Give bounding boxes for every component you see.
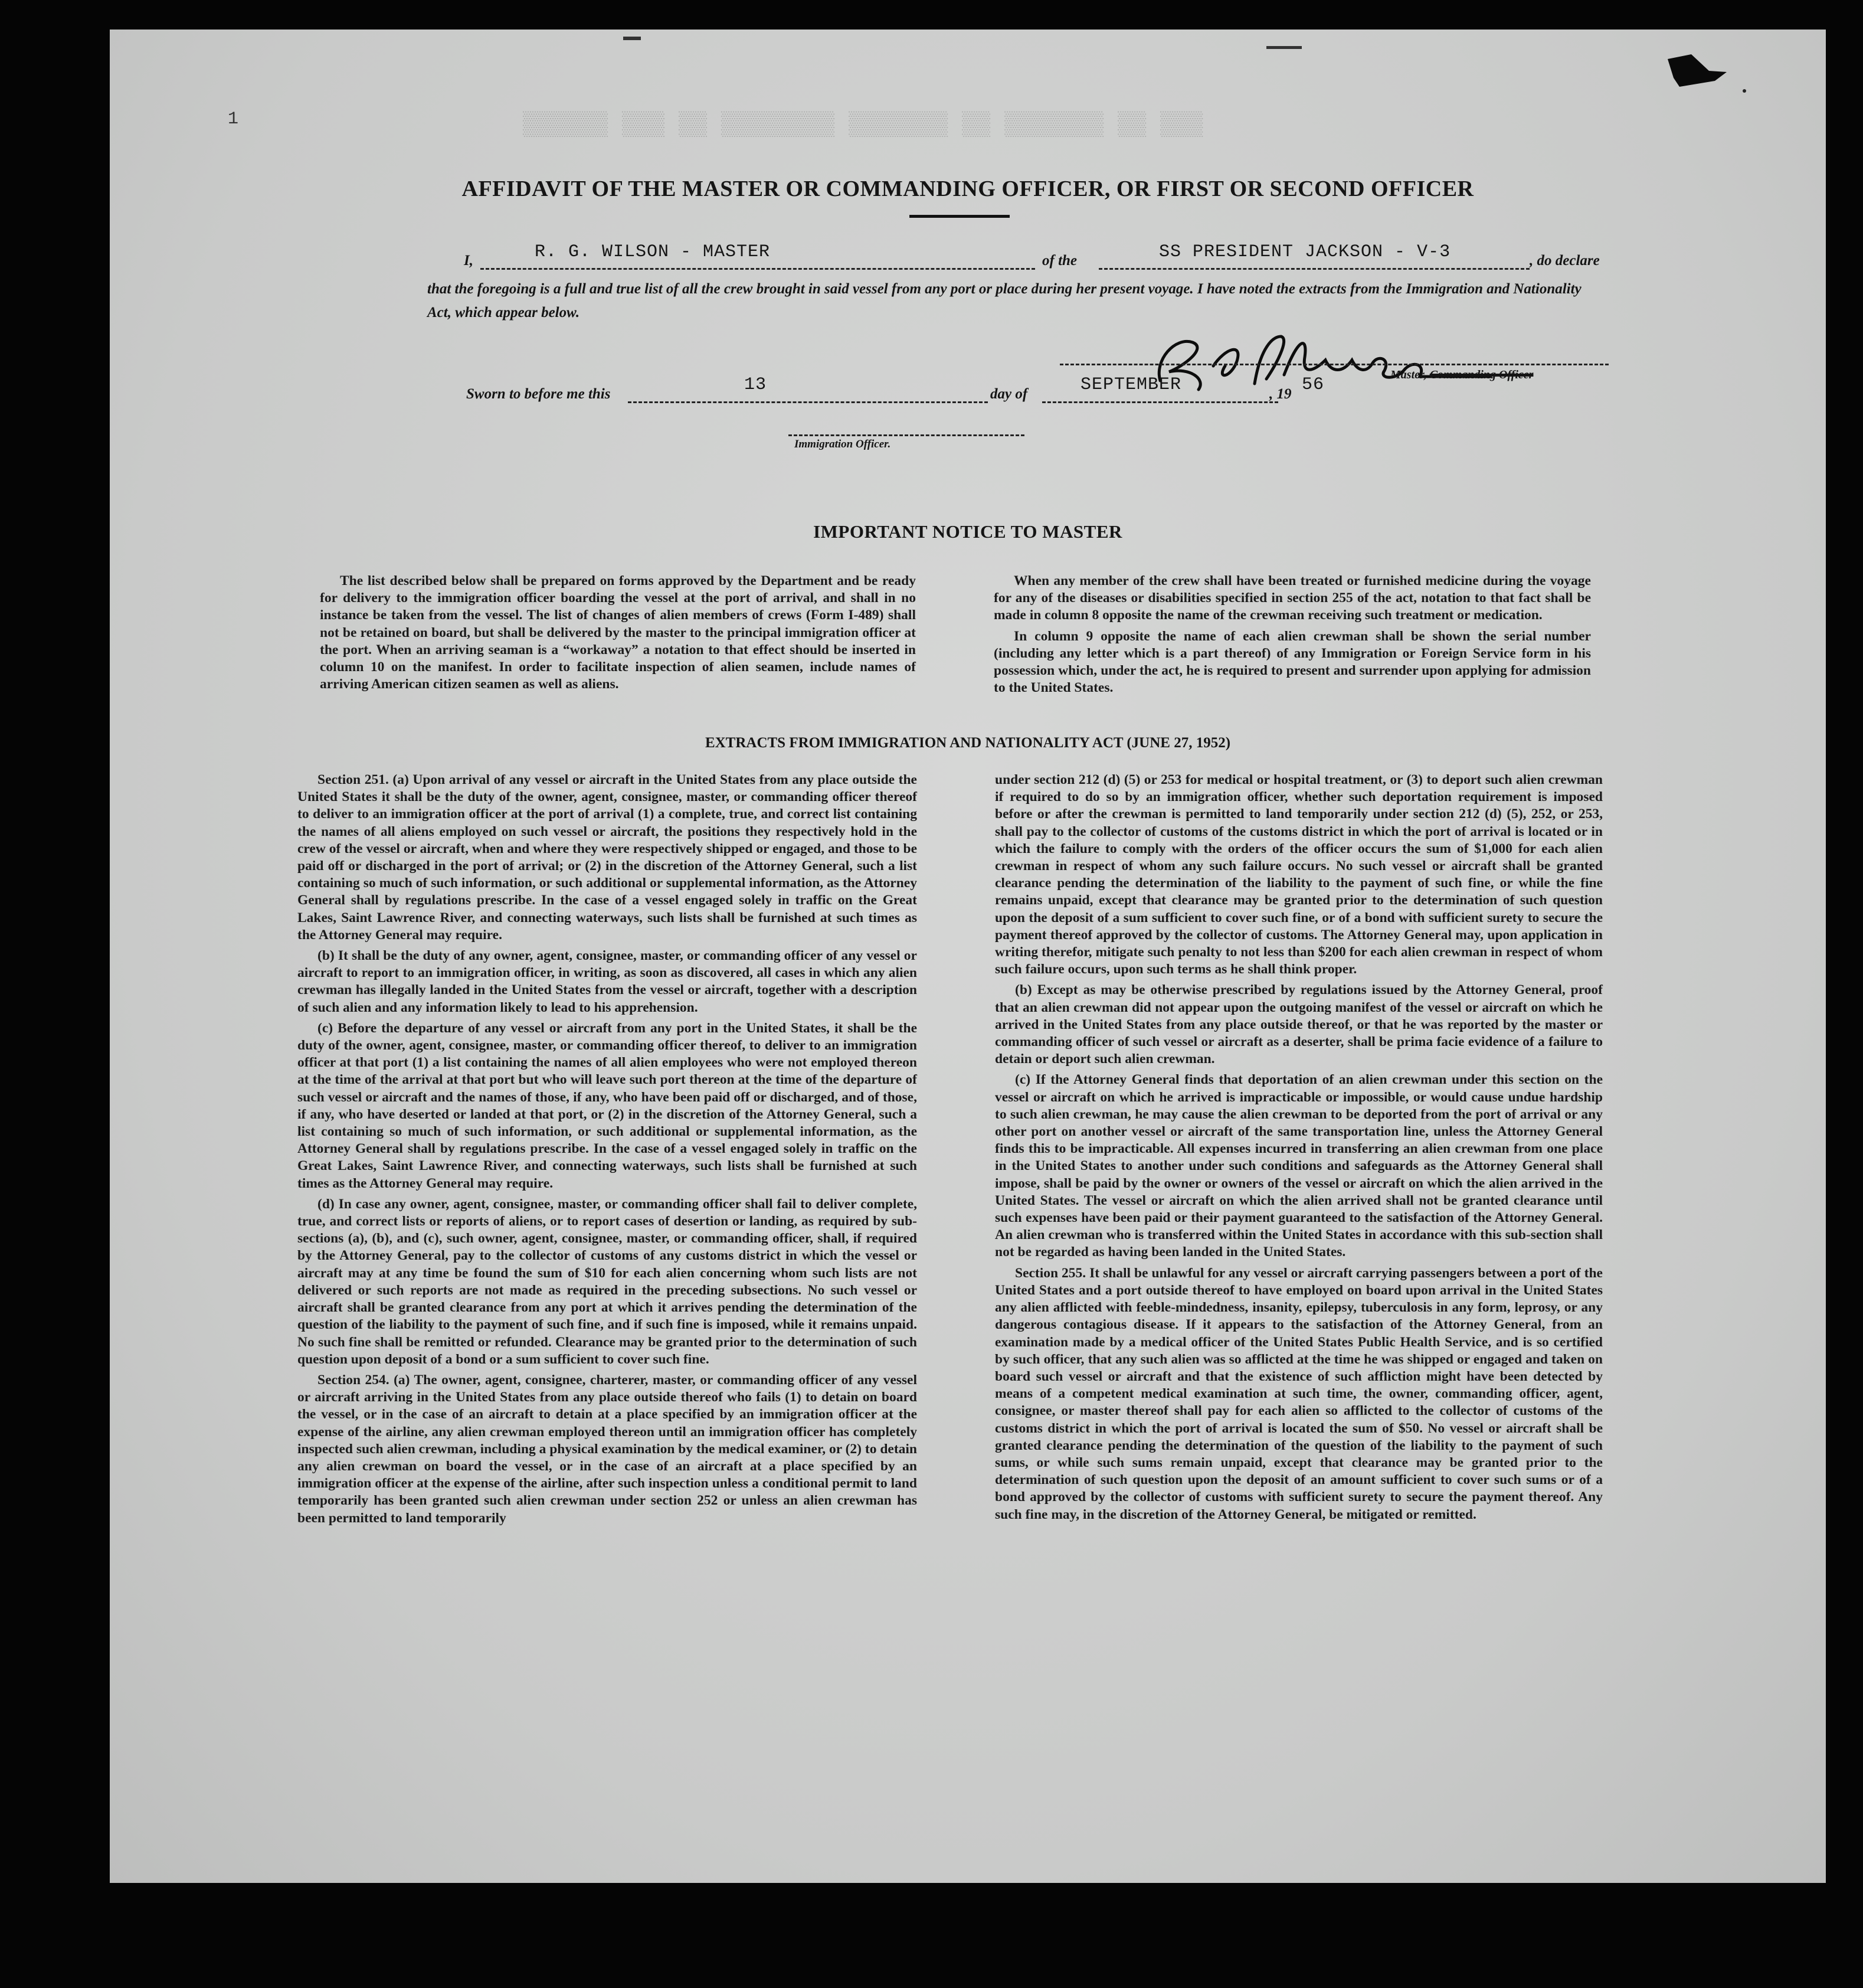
sworn-month-value: SEPTEMBER xyxy=(1081,375,1182,395)
sworn-month-line xyxy=(1042,401,1278,403)
vessel-line xyxy=(1099,268,1530,270)
extract-paragraph: (c) If the Attorney General finds that deportation of an alien crewman under this section on the vessel or aircraft on which he arrived is impracticable or impossible, or would cause undue hardship to such alien crewman, he may cause the alien crewman to be deported from the port of arrival or any other port on another vessel or aircraft of the same transportation line, unless the Attorney General finds this to be impracticable. All expenses incurred in transferring an alien crewman from one place in the United States to another under such conditions and safeguards as the Attorney General shall impose, shall be paid by the owner or owners of the vessel or aircraft on which the alien arrived in the United States. The vessel or aircraft on which the alien arrived shall not be granted clearance until such expenses have been paid or their payment guaranteed to the satisfaction of the Attorney General. An alien crewman who is transferred within the United States in accordance with this sub-section shall not be regarded as having been landed in the United States. xyxy=(995,1072,1603,1260)
declaration-text: that the foregoing is a full and true list of all the crew brought in said vessel from any port or place during her present voyage. I have noted the extracts from the Immigration and Nationality Act, which appear below. xyxy=(427,281,1582,321)
notice-paragraph: When any member of the crew shall have been treated or furnished medicine during the voyage for any of the diseases or disabilities specified in section 255 of the act, notation to that fact shall be made in column 8 opposite the name of the crewman receiving such treatment or medication. xyxy=(994,573,1591,623)
master-role-label xyxy=(1390,368,1533,382)
bleed-through-header: ▒▒▒ ▒▒ ▒▒▒▒▒▒▒ ▒▒ ▒▒▒▒▒▒▒ ▒▒▒▒▒▒▒▒ ▒▒ ▒▒▒ ▒▒▒▒▒▒ xyxy=(523,112,1203,139)
affidavit-title: AFFIDAVIT OF THE MASTER OR COMMANDING OFFICER, OR FIRST OR SECOND OFFICER xyxy=(461,176,1474,201)
notice-paragraph: In column 9 opposite the name of each alien crewman shall be shown the serial number (including any letter which is a part thereof) of any Immigration or Foreign Service form in his possession which, under the act, he is required to present and surrender upon applying for admission to the United States. xyxy=(994,628,1591,696)
signature-line xyxy=(1060,364,1609,365)
sworn-label: Sworn to before me this xyxy=(466,386,611,402)
immigration-officer-label: Immigration Officer. xyxy=(794,438,891,450)
i-label: I, xyxy=(464,253,473,269)
page-number: 1 xyxy=(228,109,239,129)
notice-left-column xyxy=(320,573,916,697)
extract-paragraph: under section 212 (d) (5) or 253 for medical or hospital treatment, or (3) to deport such alien crewman if required to do so by an immigration officer, whether such deportation requirement is imposed before or after the crewman is permitted to land temporarily under section 212 (d) (5), 252, or 253, shall pay to the collector of customs of the customs district in which the port of arrival is located or in which the failure to comply with the orders of the officer occurs the sum of $1,000 for each alien crewman in respect of whom any such failure occurs. No such vessel or aircraft shall be granted clearance pending the determination of the liability to the payment of such fine, or while the fine remains unpaid, except that clearance may be granted prior to the determination of such question upon the deposit of a sum sufficient to cover such fine, or of a bond with sufficient surety to secure the payment thereof approved by the collector of customs. The Attorney General may, upon application in writing therefor, mitigate such penalty to not less than $200 for each alien crewman in respect of whom such failure occurs, upon such terms as he shall think proper. xyxy=(995,772,1603,977)
of-the-label: of the xyxy=(1042,253,1078,269)
extract-paragraph: Section 255. It shall be unlawful for any vessel or aircraft carrying passengers between a port of the United States and a port outside thereof to have employed on board upon arrival in the United States any alien afflicted with feeble-mindedness, insanity, epilepsy, tuberculosis in any form, leprosy, or any dangerous contagious disease. If it appears to the satisfaction of the Attorney General, from an examination made by a medical officer of the United States Public Health Service, and is so certified by such officer, that any such alien was so afflicted at the time he was shipped or engaged and taken on board such vessel or aircraft and that the existence of such affliction might have been detected by means of a competent medical examination at such time, the owner, commanding officer, agent, consignee, or master thereof shall pay for each alien so afflicted to the collector of customs of the customs district in which the port of arrival is located the sum of $50. No vessel or aircraft shall be granted clearance pending the determination of the question of the liability to the payment of such sums, or while such sums remain unpaid, except that clearance may be granted prior to the determination of such question upon the deposit of an amount sufficient to cover such sums or of a bond approved by the collector of customs with sufficient surety to secure the payment thereof. Any such fine may, in the discretion of the Attorney General, be mitigated or remitted. xyxy=(995,1265,1603,1522)
sworn-day-value: 13 xyxy=(744,375,767,395)
notice-right-column xyxy=(994,573,1591,700)
year-prefix-label: , 19 xyxy=(1269,386,1292,402)
do-declare-label: , do declare xyxy=(1530,253,1600,269)
extract-paragraph: Section 254. (a) The owner, agent, consignee, charterer, master, or commanding officer of any vessel or aircraft arriving in the United States from any place outside thereof who fails (1) to detain on board the vessel, or in the case of an aircraft to detain at a place specified by an immigration officer at the expense of the airline, any alien crewman employed thereon until an immigration officer has completely inspected such alien crewman, including a physical examination by the medical examiner, or (2) to detain any alien crewman on board the vessel, or in the case of an aircraft at a place specified by an immigration officer at the expense of the airline, after such inspection unless a conditional permit to land temporarily has been granted such alien crewman under section 252 or unless an alien crewman has been permitted to land temporarily xyxy=(297,1372,917,1526)
extract-paragraph: (b) It shall be the duty of any owner, agent, consignee, master, or commanding officer of any vessel or aircraft to report to an immigration officer, in writing, as soon as discovered, all cases in which any alien crewman has illegally landed in the United States from the vessel or aircraft, together with a description of such alien and any information likely to lead to his apprehension. xyxy=(297,948,917,1015)
top-mark-right xyxy=(1266,46,1302,49)
extract-paragraph: (c) Before the departure of any vessel or aircraft from any port in the United States, it shall be the duty of the owner, agent, consignee, master, or commanding officer thereof, to deliver to an immigration officer at that port (1) a list containing the names of all alien employees who were not employed thereon at the time of the arrival at that port but who will leave such port thereon at the time of the departure of such vessel or aircraft and the names of those, if any, who have been paid off or discharged, and of those, if any, who have deserted or landed at that port, or (2) in the discretion of the Attorney General, such a list containing so much of such information, or such additional or supplemental information, as the Attorney General shall by regulations prescribe. In the case of a vessel engaged solely in traffic on the Great Lakes, Saint Lawrence River, and connecting waterways, such lists shall be furnished at such times as the Attorney General may require. xyxy=(297,1020,917,1191)
immigration-officer-line xyxy=(788,434,1024,436)
extracts-left-column xyxy=(297,771,917,1531)
extracts-right-column xyxy=(995,771,1603,1527)
day-of-label: day of xyxy=(990,386,1028,402)
extracts-title: EXTRACTS FROM IMMIGRATION AND NATIONALITY ACT (JUNE 27, 1952) xyxy=(705,735,1231,751)
top-mark-left xyxy=(623,37,641,40)
notice-title: IMPORTANT NOTICE TO MASTER xyxy=(813,521,1122,542)
notice-paragraph: The list described below shall be prepared on forms approved by the Department and be ready for delivery to the immigration officer boarding the vessel at the port of arrival, and shall in no instance be taken from the vessel. The list of changes of alien members of crews (Form I-489) shall not be retained on board, but shall be delivered by the master to the principal immigration officer at the port. When an arriving seaman is a “workaway” a notation to that effect should be inserted in column 10 on the manifest. In order to facilitate inspection of alien seamen, include names of arriving American citizen seamen as well as aliens. xyxy=(320,573,916,692)
corner-tab-mark xyxy=(1668,54,1756,96)
struck-title: Commanding Officer xyxy=(1429,368,1534,381)
sworn-day-line xyxy=(628,401,988,403)
extract-paragraph: (b) Except as may be otherwise prescribed by regulations issued by the Attorney General, proof that an alien crewman did not appear upon the outgoing manifest of the vessel or aircraft on which he arrived in the United States from any place outside thereof, or that he was reported by the master or commanding officer of such vessel or aircraft as a deserter, shall be prima facie evidence of a failure to detain or deport such alien crewman. xyxy=(995,982,1603,1067)
sworn-year-value: 56 xyxy=(1302,375,1325,395)
vessel-value: SS PRESIDENT JACKSON - V-3 xyxy=(1159,242,1451,262)
master-label: Master, xyxy=(1390,368,1430,381)
master-name-line xyxy=(480,268,1035,270)
master-name-value: R. G. WILSON - MASTER xyxy=(535,242,771,262)
extract-paragraph: (d) In case any owner, agent, consignee, master, or commanding officer shall fail to deliver complete, true, and correct lists or reports of aliens, or to report cases of desertion or landing, as required by sub-sections (a), (b), and (c), such owner, agent, consignee, master, or commanding officer, shall, if required by the Attorney General, pay to the collector of customs of any customs district in which the vessel or aircraft may at any time be found the sum of $10 for each alien concerning whom such lists are not delivered or such reports are not made as required in the preceding subsections. No such vessel or aircraft shall be granted clearance from any port at which it arrives pending the determination of the question of the liability to the payment of such fine, and if such fine is imposed, while it remains unpaid. No such fine shall be remitted or refunded. Clearance may be granted prior to the determination of such question upon deposit of a bond or a sum sufficient to cover such fine. xyxy=(297,1196,917,1367)
document-page xyxy=(110,30,1826,1883)
extract-paragraph: Section 251. (a) Upon arrival of any vessel or aircraft in the United States from any place outside the United States it shall be the duty of the owner, agent, consignee, master, or commanding officer thereof to deliver to an immigration officer at the port of arrival (1) a complete, true, and correct list containing the names of all aliens employed on such vessel or aircraft, the positions they respectively hold in the crew of the vessel or aircraft, when and where they were respectively shipped or engaged, and those to be paid off or discharged in the port of arrival; or (2) in the discretion of the Attorney General, such a list containing so much of such information, or such additional or supplemental information, as the Attorney General shall by regulations prescribe. In the case of a vessel engaged solely in traffic on the Great Lakes, Saint Lawrence River, and connecting waterways, such lists shall be furnished at such times as the Attorney General may require. xyxy=(297,772,917,943)
title-rule xyxy=(909,215,1010,218)
